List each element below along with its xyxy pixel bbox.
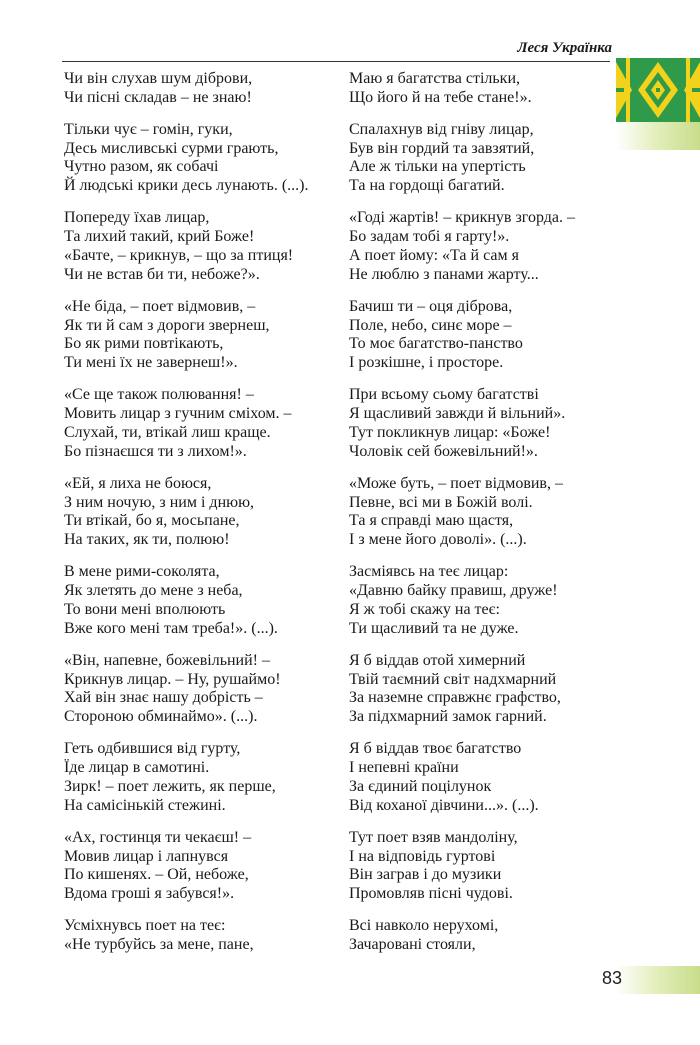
poem-line: Чи не встав би ти, небоже?». [64, 265, 260, 283]
poem-line: Я б віддав твоє багатство [349, 740, 522, 758]
poem-line: Поле, небо, синє море – [349, 316, 512, 334]
poem-line: Та на гордощі багатий. [349, 177, 505, 195]
poem-stanza [349, 298, 575, 373]
poem-stanza [64, 475, 308, 550]
poem-stanza [349, 740, 575, 815]
poem-column-right [349, 70, 575, 968]
poem-line: За підхмарний замок гарний. [349, 708, 547, 726]
poem-line: «Він, напевне, божевільний! – [64, 651, 270, 669]
poem-line: Як злетять до мене з неба, [64, 582, 243, 600]
poem-line: Як ти й сам з дороги звернеш, [64, 316, 270, 334]
poem-stanza [349, 70, 575, 108]
poem-line: Чутно разом, як собачі [64, 158, 219, 176]
poem-stanza [64, 652, 308, 727]
poem-line: Та я справді маю щастя, [349, 512, 514, 530]
poem-line: Хай він знає нашу добрість – [64, 689, 263, 707]
poem-stanza [349, 917, 575, 955]
poem-line: Він заграв і до музики [349, 866, 502, 884]
poem-line: Що його й на тебе стане!». [349, 88, 532, 106]
poem-line: Був він гордий та завзятий, [349, 139, 535, 157]
poem-line: Не люблю з панами жарту... [349, 265, 539, 283]
poem-stanza [349, 386, 575, 461]
poem-line: В мене рими-соколята, [64, 563, 220, 581]
poem-line: І на відповідь гуртові [349, 847, 496, 865]
poem-line: Засміявсь на теє лицар: [349, 563, 509, 581]
poem-line: За єдиний поцілунок [349, 777, 492, 795]
poem-line: Мовив лицар і лапнувся [64, 847, 229, 865]
poem-stanza [349, 209, 575, 284]
poem-line: Геть одбившися від гурту, [64, 740, 241, 758]
poem-line: Й людські крики десь лунають. (...). [64, 177, 309, 195]
poem-line: Від коханої дівчини...». (...). [349, 796, 539, 814]
poem-stanza [64, 121, 308, 196]
poem-line: Тільки чує – гомін, гуки, [64, 120, 233, 138]
poem-line: Бачиш ти – оця діброва, [349, 297, 513, 315]
poem-line: «Годі жартів! – крикнув згорда. – [349, 209, 575, 227]
page-number: 83 [601, 968, 622, 988]
poem-stanza [349, 652, 575, 727]
poem-line: Крикнув лицар. – Ну, рушаймо! [64, 670, 281, 688]
poem-line: Але ж тільки на упертість [349, 158, 526, 176]
running-header-author: Леся Українка [517, 40, 612, 56]
poem-line: На самісінькій стежині. [64, 796, 226, 814]
poem-line: Чи він слухав шум діброви, [64, 70, 253, 87]
poem-line: «Се ще також полювання! – [64, 386, 254, 404]
poem-line: За наземне справжнє графство, [349, 689, 561, 707]
poem-stanza [64, 917, 308, 955]
ukrainian-ornament-icon [616, 58, 700, 122]
poem-line: Ти втікай, бо я, мосьпане, [64, 512, 240, 530]
poem-line: Твій таємний світ надхмарний [349, 670, 557, 688]
poem-line: Бо задам тобі я гарту!». [349, 228, 510, 246]
poem-line: Їде лицар в самотині. [64, 759, 210, 777]
poem-line: То моє багатство-панство [349, 335, 523, 353]
poem-line: Та лихий такий, крий Боже! [64, 228, 255, 246]
poem-line: Ти мені їх не завернеш!». [64, 354, 238, 372]
poem-line: Бо пізнаєшся ти з лихом!». [64, 442, 247, 460]
decorative-band-bottom [616, 966, 700, 994]
poem-line: На таких, як ти, полюю! [64, 531, 230, 549]
poem-line: А поет йому: «Та й сам я [349, 246, 519, 264]
poem-line: Стороною обминаймо». (...). [64, 708, 258, 726]
poem-line: «Ей, я лиха не боюся, [64, 474, 212, 492]
poem-line: Зирк! – поет лежить, як перше, [64, 777, 276, 795]
poem-column-left [64, 70, 308, 968]
poem-line: «Ах, гостинця ти чекаєш! – [64, 828, 252, 846]
poem-line: Чи пісні складав – не знаю! [64, 88, 252, 106]
poem-line: Я б віддав отой химерний [349, 651, 526, 669]
poem-stanza [349, 829, 575, 904]
poem-line: Вже кого мені там треба!». (...). [64, 619, 278, 637]
decorative-band-top [616, 122, 700, 150]
poem-line: Слухай, ти, втікай лиш краще. [64, 423, 271, 441]
poem-line: Бо як рими повтікають, [64, 335, 224, 353]
poem-stanza [349, 121, 575, 196]
poem-stanza [64, 563, 308, 638]
poem-stanza [64, 829, 308, 904]
poem-line: З ним ночую, з ним і днюю, [64, 493, 255, 511]
poem-line: По кишенях. – Ой, небоже, [64, 866, 249, 884]
poem-line: І розкішне, і просторе. [349, 354, 504, 372]
poem-line: «Не турбуйсь за мене, пане, [64, 936, 254, 954]
poem-stanza [64, 209, 308, 284]
poem-stanza [349, 475, 575, 550]
poem-line: То вони мені вполюють [64, 600, 226, 618]
poem-line: Промовляв пісні чудові. [349, 885, 513, 903]
header-rule [62, 61, 610, 62]
poem-line: Мовить лицар з гучним сміхом. – [64, 405, 292, 423]
poem-stanza [349, 563, 575, 638]
poem-line: Ти щасливий та не дуже. [349, 619, 519, 637]
poem-line: Тут покликнув лицар: «Боже! [349, 423, 551, 441]
poem-line: Тут поет взяв мандоліну, [349, 828, 518, 846]
poem-line: «Давню байку правиш, друже! [349, 582, 558, 600]
poem-line: «Не біда, – поет відмовив, – [64, 297, 256, 315]
poem-line: Зачаровані стояли, [349, 936, 476, 954]
poem-line: Десь мисливські сурми грають, [64, 139, 279, 157]
poem-stanza [64, 740, 308, 815]
poem-line: Маю я багатства стільки, [349, 70, 521, 87]
poem-line: Я ж тобі скажу на теє: [349, 600, 500, 618]
poem-stanza [64, 298, 308, 373]
poem-line: При всьому сьому багатстві [349, 386, 539, 404]
poem-line: І з мене його доволі». (...). [349, 531, 527, 549]
poem-line: Я щасливий завжди й вільний». [349, 405, 566, 423]
poem-line: «Бачте, – крикнув, – що за птиця! [64, 246, 294, 264]
poem-line: Всі навколо нерухомі, [349, 917, 499, 935]
poem-line: Спалахнув від гніву лицар, [349, 120, 534, 138]
poem-line: Чоловік сей божевільний!». [349, 442, 538, 460]
poem-line: Вдома гроші я забувся!». [64, 885, 235, 903]
poem-line: Усміхнувсь поет на теє: [64, 917, 226, 935]
poem-line: «Може буть, – поет відмовив, – [349, 474, 563, 492]
poem-stanza [64, 386, 308, 461]
poem-line: Певне, всі ми в Божій волі. [349, 493, 533, 511]
poem-line: Попереду їхав лицар, [64, 209, 210, 227]
poem-line: І непевні країни [349, 759, 459, 777]
poem-stanza [64, 70, 308, 108]
